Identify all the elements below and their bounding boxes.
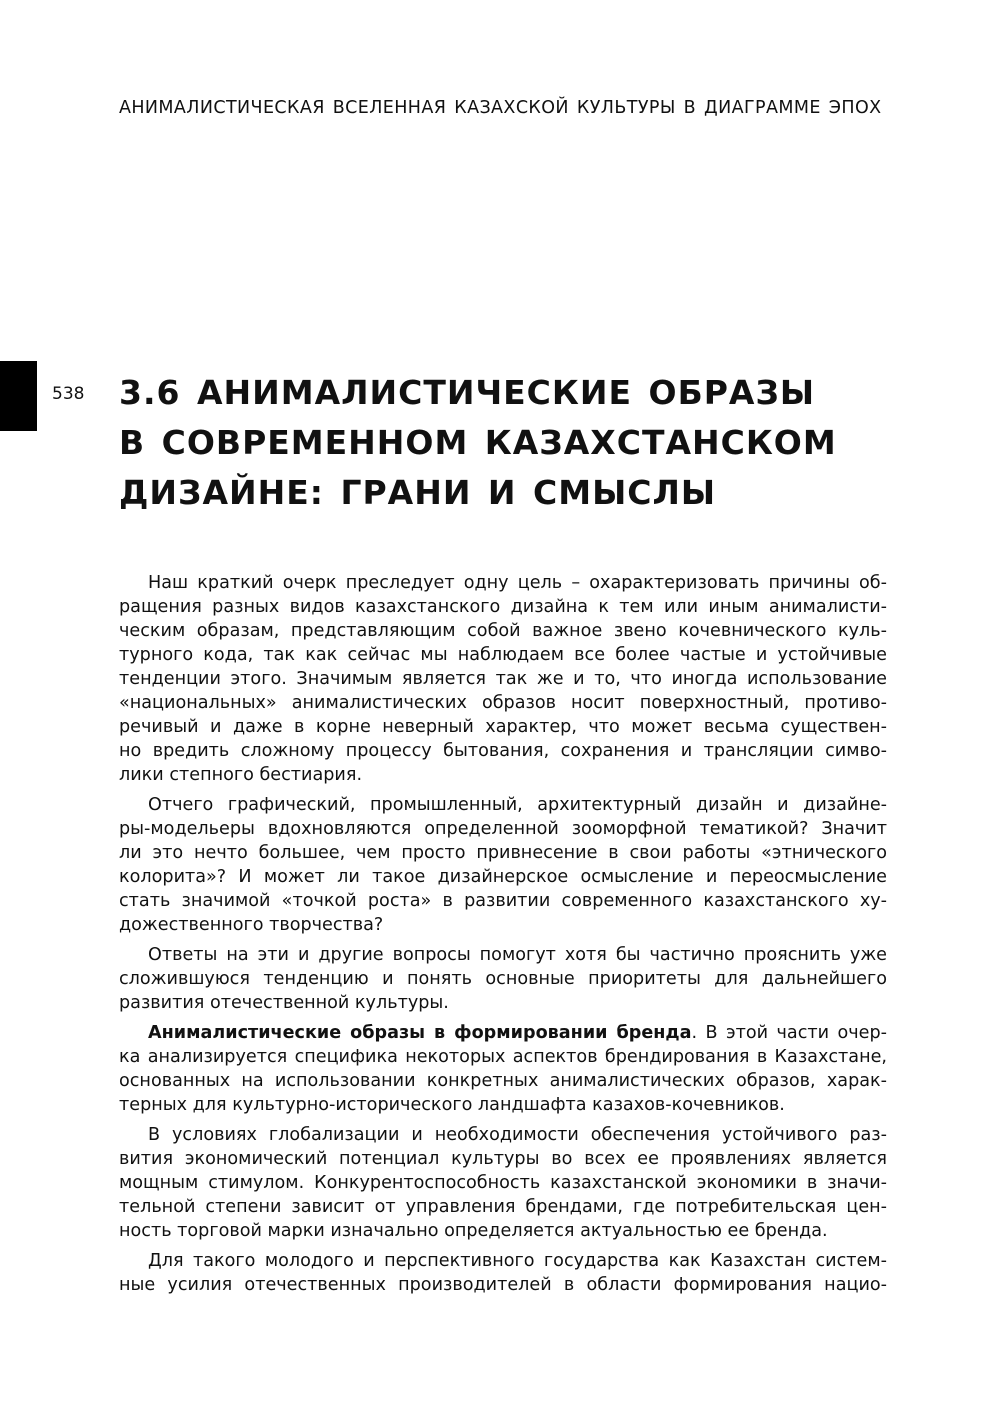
text-line: сложившуюся тенденцию и понять основные приоритеты для дальнейшего <box>119 969 887 989</box>
text-line: лики степного бестиария. <box>119 765 363 785</box>
paragraph-answers <box>119 943 887 1015</box>
section-lead-bold: Анималистические образы в формировании бренда <box>148 1023 692 1043</box>
text-line: основанных на использовании конкретных анималистических образов, харак- <box>119 1071 887 1091</box>
text-line: мощным стимулом. Конкурентоспособность казахстанской экономики в значи- <box>119 1173 887 1193</box>
text-line: но вредить сложному процессу бытования, сохранения и трансляции симво- <box>119 741 887 761</box>
paragraph-branding <box>119 1021 887 1117</box>
text-line: ры-модельеры вдохновляются определенной зооморфной тематикой? Значит <box>119 819 887 839</box>
chapter-title-line: В СОВРЕМЕННОМ КАЗАХСТАНСКОМ <box>119 423 837 462</box>
text-line: ческим образам, представляющим собой важное звено кочевнического куль- <box>119 621 887 641</box>
chapter-title <box>119 368 887 518</box>
text-line: стать значимой «точкой роста» в развитии современного казахстанского ху- <box>119 891 887 911</box>
chapter-title-line: ДИЗАЙНЕ: ГРАНИ И СМЫСЛЫ <box>119 473 717 512</box>
text-line: Ответы на эти и другие вопросы помогут хотя бы частично прояснить уже <box>148 945 887 965</box>
text-line: В условиях глобализации и необходимости обеспечения устойчивого раз- <box>148 1125 887 1145</box>
text-line: терных для культурно-исторического ландшафта казахов-кочевников. <box>119 1095 785 1115</box>
text-line: Для такого молодого и перспективного государства как Казахстан систем- <box>148 1251 887 1271</box>
body-text <box>119 571 887 1303</box>
page-number: 538 <box>52 384 85 404</box>
section-lead-rest: . В этой части очер- <box>691 1023 887 1043</box>
text-line: речивый и даже в корне неверный характер, что может весьма существен- <box>119 717 887 737</box>
text-line: тельной степени зависит от управления брендами, где потребительская цен- <box>119 1197 887 1217</box>
paragraph-kazakhstan <box>119 1249 887 1297</box>
text-line: колорита»? И может ли такое дизайнерское осмысление и переосмысление <box>119 867 887 887</box>
paragraph-intro <box>119 571 887 787</box>
text-line: дожественного творчества? <box>119 915 384 935</box>
thumb-tab <box>0 361 37 431</box>
text-line: ращения разных видов казахстанского дизайна к тем или иным анималисти- <box>119 597 887 617</box>
paragraph-questions <box>119 793 887 937</box>
text-line: тенденции этого. Значимым является так же и то, что иногда использование <box>119 669 887 689</box>
text-line: Отчего графический, промышленный, архитектурный дизайн и дизайне- <box>148 795 887 815</box>
chapter-title-line: 3.6 АНИМАЛИСТИЧЕСКИЕ ОБРАЗЫ <box>119 373 816 412</box>
text-line: развития отечественной культуры. <box>119 993 449 1013</box>
text-line: ные усилия отечественных производителей в области формирования нацио- <box>119 1275 887 1295</box>
text-line: ка анализируется специфика некоторых аспектов брендирования в Казахстане, <box>119 1047 887 1067</box>
text-line: ность торговой марки изначально определяется актуальностью ее бренда. <box>119 1221 828 1241</box>
running-header: АНИМАЛИСТИЧЕСКАЯ ВСЕЛЕННАЯ КАЗАХСКОЙ КУЛЬТУРЫ В ДИАГРАММЕ ЭПОХ <box>119 98 882 118</box>
text-line: «национальных» анималистических образов носит поверхностный, противо- <box>119 693 887 713</box>
paragraph-globalization <box>119 1123 887 1243</box>
text-line <box>119 1021 887 1045</box>
text-line: вития экономический потенциал культуры во всех ее проявлениях является <box>119 1149 887 1169</box>
text-line: Наш краткий очерк преследует одну цель – охарактеризовать причины об- <box>148 573 887 593</box>
text-line: ли это нечто большее, чем просто привнесение в свои работы «этнического <box>119 843 887 863</box>
text-line: турного кода, так как сейчас мы наблюдаем все более частые и устойчивые <box>119 645 887 665</box>
